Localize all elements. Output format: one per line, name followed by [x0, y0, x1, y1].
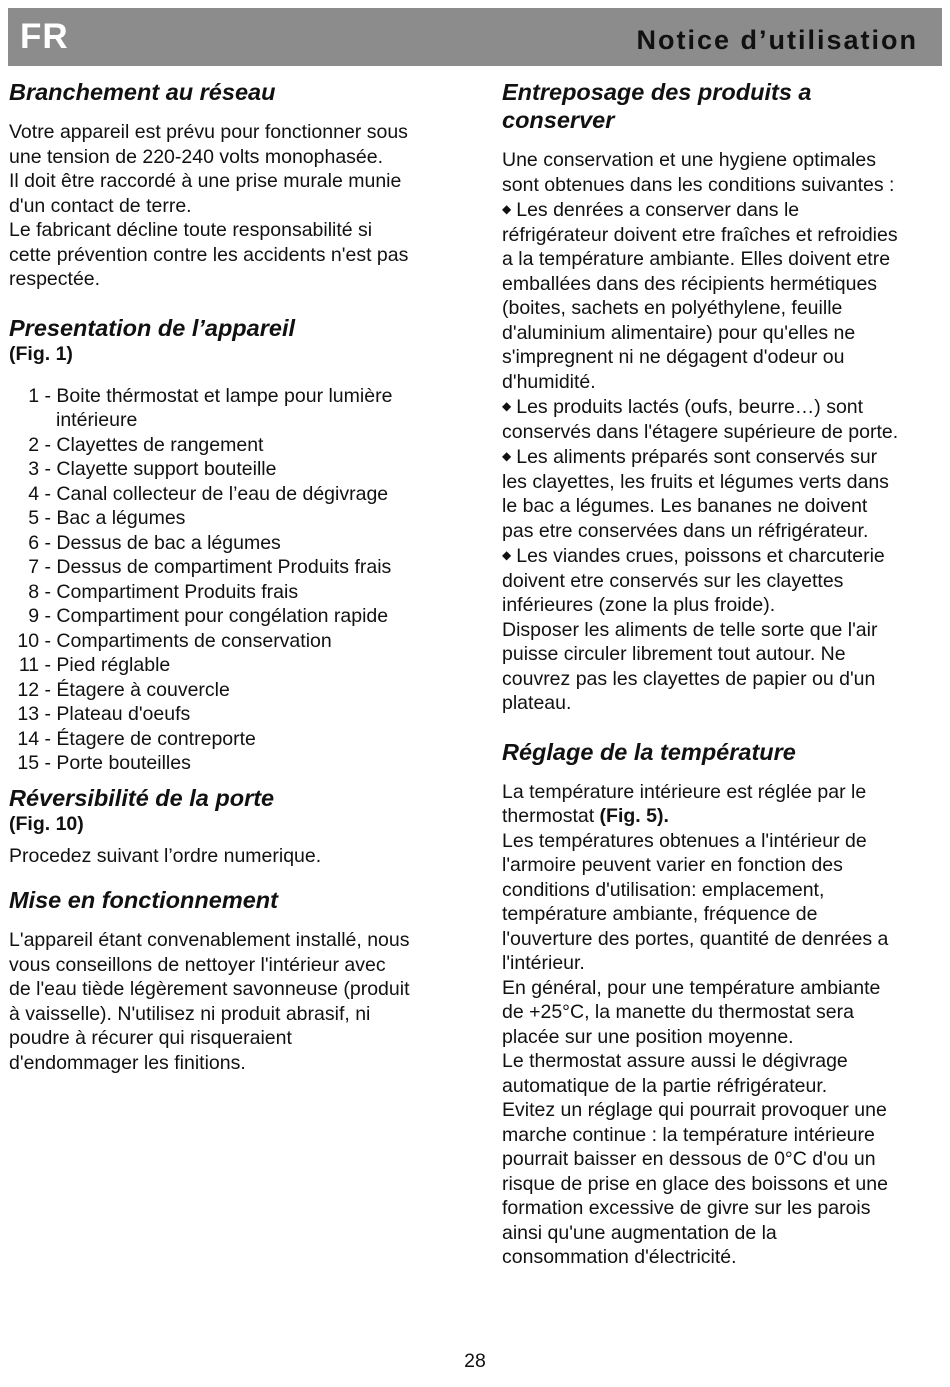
list-item: [9, 555, 459, 580]
branchement-line: Le fabricant décline toute responsabilité si: [9, 219, 373, 241]
section-title-presentation: Presentation de l’appareil: [9, 314, 296, 341]
section-title-branchement: Branchement au réseau: [9, 79, 276, 105]
parts-list: [9, 384, 459, 776]
section-title-reglage: Réglage de la température: [502, 738, 796, 765]
reglage-text: [502, 829, 942, 1270]
list-item-text: Clayette support bouteille: [56, 458, 277, 480]
entreposage-line-text: conservés dans l'étagere supérieure de porte.: [502, 420, 899, 443]
entreposage-text: [502, 148, 942, 716]
section-title-reversibilite: Réversibilité de la porte: [9, 784, 275, 811]
section-title-entreposage-line1: Entreposage des produits a: [502, 79, 812, 105]
list-item: [9, 678, 459, 703]
presentation-fig-ref: (Fig. 1): [9, 342, 73, 365]
entreposage-line: [502, 370, 942, 395]
list-item-number: 12 -: [17, 678, 51, 701]
list-item-text: Clayettes de rangement: [56, 433, 264, 456]
document-title: Notice d’utilisation: [636, 25, 918, 55]
mise-en-fonctionnement-line: de l'eau tiède légèrement savonneuse (produit: [9, 978, 410, 1000]
list-item-text: Étagere à couvercle: [56, 678, 230, 701]
entreposage-line: [502, 618, 942, 643]
list-item-text: Canal collecteur de l’eau de dégivrage: [56, 482, 389, 505]
entreposage-line-text: d'humidité.: [502, 370, 596, 393]
list-item: [9, 384, 459, 409]
list-item-text: Dessus de compartiment Produits frais: [56, 556, 392, 578]
entreposage-line-text: Disposer les aliments de telle sorte que l'air: [502, 618, 878, 641]
list-item-text: Plateau d'oeufs: [56, 703, 191, 725]
list-item-text: Dessus de bac a légumes: [56, 531, 281, 554]
entreposage-line-text: pas etre conservées dans un réfrigérateur.: [502, 519, 869, 542]
reglage-line: conditions d'utilisation: emplacement,: [502, 878, 825, 901]
entreposage-line: [502, 519, 942, 544]
list-item-number: 11 -: [18, 654, 51, 676]
entreposage-line-text: inférieures (zone la plus froide).: [502, 594, 776, 616]
entreposage-line-text: a la température ambiante. Elles doivent etre: [502, 248, 891, 270]
bullet-icon: ◆: [502, 548, 512, 562]
entreposage-line: [502, 223, 942, 248]
reglage-line: l'armoire peuvent varier en fonction des: [502, 854, 843, 876]
list-item: [9, 629, 459, 654]
list-item-number: 7 -: [28, 556, 51, 578]
bullet-icon: ◆: [502, 449, 512, 463]
bullet-icon: ◆: [502, 399, 512, 413]
entreposage-line: [502, 420, 942, 445]
entreposage-line: [502, 321, 942, 346]
list-item-text: Pied réglable: [56, 654, 171, 676]
entreposage-line: [502, 494, 942, 519]
entreposage-line-text: emballées dans des récipients hermétiques: [502, 272, 878, 295]
reglage-line: placée sur une position moyenne.: [502, 1025, 794, 1048]
list-item: [9, 457, 459, 482]
section-title-mise-en-fonctionnement: Mise en fonctionnement: [9, 887, 278, 913]
entreposage-line: [502, 691, 942, 716]
mise-en-fonctionnement-line: d'endommager les finitions.: [9, 1051, 246, 1074]
entreposage-line: [502, 444, 942, 470]
list-item: [9, 580, 459, 605]
reglage-line: ainsi qu'une augmentation de la: [502, 1221, 777, 1244]
list-item-text: Compartiment pour congélation rapide: [56, 605, 389, 627]
section-title-entreposage-line2: conserver: [502, 107, 615, 133]
list-item: [9, 482, 459, 507]
language-code: FR: [20, 17, 69, 56]
list-item: [9, 531, 459, 556]
branchement-text: [9, 120, 459, 292]
list-item: [9, 751, 459, 776]
reglage-line: Les températures obtenues a l'intérieur de: [502, 829, 867, 852]
entreposage-line: [502, 272, 942, 297]
branchement-line: une tension de 220-240 volts monophasée.: [9, 145, 384, 168]
reglage-line-fig-text: thermostat: [502, 805, 600, 827]
list-item-number: 3 -: [28, 458, 51, 480]
entreposage-line: [502, 197, 942, 223]
reglage-line: En général, pour une température ambiante: [502, 976, 881, 999]
branchement-line: d'un contact de terre.: [9, 194, 192, 217]
reglage-line: pourrait baisser en dessous de 0°C d'ou un: [502, 1148, 876, 1170]
entreposage-line-text: Les viandes crues, poissons et charcuterie: [516, 545, 885, 567]
branchement-line: respectée.: [9, 268, 101, 290]
list-item: [9, 433, 459, 458]
reglage-line: l'intérieur.: [502, 952, 585, 974]
page-number: 28: [464, 1350, 486, 1372]
list-item-number: 2 -: [28, 433, 51, 456]
entreposage-line: [502, 296, 942, 321]
entreposage-line-text: sont obtenues dans les conditions suivantes :: [502, 173, 895, 196]
reglage-line: risque de prise en glace des boissons et une: [502, 1172, 888, 1195]
list-item-number: 8 -: [28, 580, 51, 603]
list-item-number: 13 -: [17, 703, 51, 725]
entreposage-line: [502, 593, 942, 618]
entreposage-line: [502, 247, 942, 272]
list-item-number: 14 -: [17, 727, 51, 750]
list-item-text: Boite thérmostat et lampe pour lumière: [56, 384, 393, 407]
branchement-line: Il doit être raccordé à une prise murale munie: [9, 170, 402, 192]
list-item-number: 1 -: [28, 384, 51, 407]
reversibilite-fig-ref: (Fig. 10): [9, 812, 84, 835]
branchement-line: Votre appareil est prévu pour fonctionner sous: [9, 121, 408, 143]
entreposage-line-text: Une conservation et une hygiene optimales: [502, 149, 876, 171]
entreposage-line-text: réfrigérateur doivent etre fraîches et refroidies: [502, 223, 898, 246]
entreposage-line: [502, 394, 942, 420]
page-header: [8, 8, 942, 66]
entreposage-line: [502, 470, 942, 495]
list-item: [9, 506, 459, 531]
reglage-line: automatique de la partie réfrigérateur.: [502, 1074, 828, 1097]
section-title-entreposage: [502, 78, 942, 134]
entreposage-line: [502, 569, 942, 594]
entreposage-line-text: puisse circuler librement tout autour. Ne: [502, 643, 846, 665]
mise-en-fonctionnement-line: L'appareil étant convenablement installé, nous: [9, 929, 410, 951]
reglage-line-first: La température intérieure est réglée par le: [502, 780, 867, 803]
list-item-text: Étagere de contreporte: [56, 727, 256, 750]
bullet-icon: ◆: [502, 202, 512, 216]
entreposage-line: [502, 148, 942, 173]
entreposage-line-text: plateau.: [502, 692, 572, 714]
list-item-number: 5 -: [28, 507, 51, 529]
entreposage-line-text: Les denrées a conserver dans le: [516, 199, 800, 221]
list-item-text: Compartiment Produits frais: [56, 580, 299, 603]
list-item: [9, 653, 459, 678]
left-column: [9, 78, 459, 1075]
reglage-fig-ref: (Fig. 5).: [599, 805, 669, 827]
entreposage-line-text: couvrez pas les clayettes de papier ou d'un: [502, 667, 876, 690]
mise-en-fonctionnement-line: à vaisselle). N'utilisez ni produit abrasif, ni: [9, 1002, 371, 1025]
reglage-line: l'ouverture des portes, quantité de denrées a: [502, 927, 889, 950]
list-item-number: 9 -: [28, 605, 51, 627]
list-item: [9, 604, 459, 629]
entreposage-line-text: Les aliments préparés sont conservés sur: [516, 446, 878, 468]
list-item-text: Porte bouteilles: [56, 752, 191, 774]
entreposage-line-text: (boites, sachets en polyéthylene, feuille: [502, 297, 843, 319]
reglage-line: de +25°C, la manette du thermostat sera: [502, 1001, 854, 1023]
reversibilite-text: Procedez suivant l’ordre numerique.: [9, 844, 322, 867]
reglage-line: température ambiante, fréquence de: [502, 903, 818, 925]
branchement-line: cette prévention contre les accidents n'est pas: [9, 243, 409, 266]
list-item-number: 10 -: [17, 629, 51, 652]
list-item-number: 6 -: [28, 531, 51, 554]
mise-en-fonctionnement-text: [9, 928, 459, 1075]
entreposage-line-text: doivent etre conservés sur les clayettes: [502, 569, 844, 592]
reglage-line: formation excessive de givre sur les parois: [502, 1197, 871, 1219]
list-item-number: 15 -: [17, 752, 51, 774]
entreposage-line-text: le bac a légumes. Les bananes ne doivent: [502, 495, 868, 517]
entreposage-line-text: Les produits lactés (oufs, beurre…) sont: [516, 396, 864, 418]
reglage-line-fig: [502, 804, 942, 829]
mise-en-fonctionnement-line: poudre à récurer qui risqueraient: [9, 1027, 292, 1049]
entreposage-line: [502, 667, 942, 692]
right-column: [502, 78, 942, 1270]
reglage-line: Evitez un réglage qui pourrait provoquer une: [502, 1099, 887, 1121]
list-item: [9, 727, 459, 752]
entreposage-line-text: d'aluminium alimentaire) pour qu'elles ne: [502, 321, 856, 344]
list-item-number: 4 -: [28, 482, 51, 505]
entreposage-line: [502, 642, 942, 667]
list-item-text: Bac a légumes: [56, 507, 186, 529]
reglage-line: Le thermostat assure aussi le dégivrage: [502, 1050, 848, 1072]
entreposage-line: [502, 173, 942, 198]
entreposage-line: [502, 543, 942, 569]
entreposage-line-text: les clayettes, les fruits et légumes verts dans: [502, 470, 889, 493]
list-item-text: intérieure: [56, 409, 138, 431]
list-item: [9, 408, 459, 433]
reglage-line: consommation d'électricité.: [502, 1246, 737, 1268]
reglage-line: marche continue : la température intérieure: [502, 1123, 875, 1146]
entreposage-line-text: s'impregnent ni ne dégagent d'odeur ou: [502, 346, 845, 368]
list-item-text: Compartiments de conservation: [56, 629, 332, 652]
mise-en-fonctionnement-line: vous conseillons de nettoyer l'intérieur avec: [9, 953, 386, 976]
entreposage-line: [502, 345, 942, 370]
list-item: [9, 702, 459, 727]
